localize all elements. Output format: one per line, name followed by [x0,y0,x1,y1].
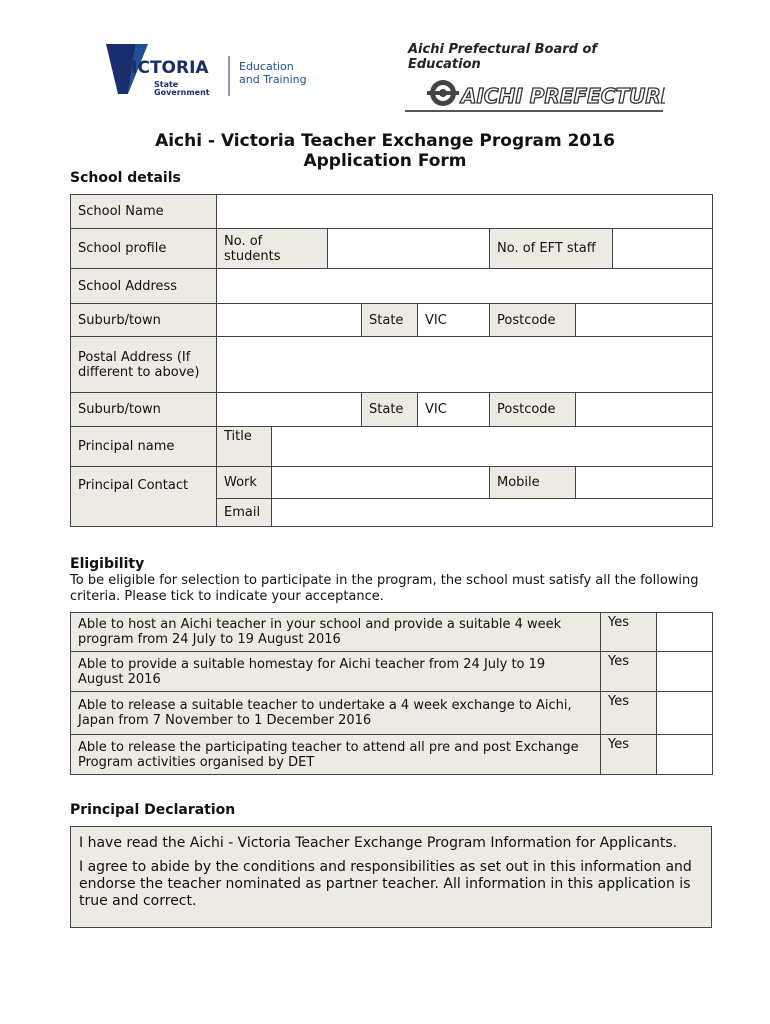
aichi-board-caption [408,42,638,72]
state-value[interactable]: VIC [418,304,490,337]
students-field[interactable] [328,229,490,269]
criterion-checkbox[interactable] [657,692,713,735]
aichi-logo-text: AICHI PREFECTURE [461,84,665,108]
vic-logo-sub2: Government [154,88,210,97]
vic-logo-brand: VICTORIA [118,58,209,78]
principal-contact-label: Principal Contact [71,467,217,527]
school-address-field[interactable] [217,269,713,304]
school-details-table [70,194,713,527]
vic-logo-sub1: State [154,80,179,89]
criterion-checkbox[interactable] [657,735,713,775]
eligibility-table [70,612,713,775]
aichi-board-line1: Aichi Prefectural Board of [408,42,598,57]
criterion-text: Able to provide a suitable homestay for Aichi teacher from 24 July to 19 August 2016 [71,652,601,692]
declaration-para1: I have read the Aichi - Victoria Teacher Exchange Program Information for Applicants. [79,835,678,851]
postcode-label: Postcode [490,304,576,337]
form-title-line1: Aichi - Victoria Teacher Exchange Program 2016 [155,131,615,151]
postal-address-label: Postal Address (If different to above) [71,337,217,393]
vic-logo-dept2: and Training [239,73,307,86]
school-address-label: School Address [71,269,217,304]
mobile-label: Mobile [490,467,576,499]
criterion-row [71,652,713,692]
aichi-emblem-icon [427,80,459,106]
criterion-yes-label: Yes [601,613,657,652]
eft-staff-label: No. of EFT staff [490,229,613,269]
school-details-heading: School details [70,170,181,186]
criterion-row [71,735,713,775]
form-title [0,131,770,171]
mobile-field[interactable] [576,467,713,499]
declaration-box [70,826,712,928]
postal-postcode-label: Postcode [490,393,576,427]
declaration-heading: Principal Declaration [70,802,236,818]
school-name-field[interactable] [217,195,713,229]
state-label: State [362,304,418,337]
victoria-government-logo [106,44,316,102]
postal-state-label: State [362,393,418,427]
criterion-yes-label: Yes [601,735,657,775]
suburb-field[interactable] [217,304,362,337]
school-profile-label: School profile [71,229,217,269]
criterion-yes-label: Yes [601,692,657,735]
postal-suburb-label: Suburb/town [71,393,217,427]
form-title-line2: Application Form [303,151,467,171]
eligibility-intro: To be eligible for selection to participate in the program, the school must satisfy all the following criteria. Please tick to indicate your acceptance. [70,573,699,604]
work-label: Work [217,467,272,499]
work-phone-field[interactable] [272,467,490,499]
school-name-label: School Name [71,195,217,229]
email-field[interactable] [272,499,713,527]
criterion-text: Able to host an Aichi teacher in your school and provide a suitable 4 week program from 24 July to 19 August 2016 [71,613,601,652]
postal-address-field[interactable] [217,337,713,393]
postal-state-value[interactable]: VIC [418,393,490,427]
criterion-checkbox[interactable] [657,613,713,652]
postal-suburb-field[interactable] [217,393,362,427]
criterion-row [71,692,713,735]
criterion-checkbox[interactable] [657,652,713,692]
email-label: Email [217,499,272,527]
aichi-board-line2: Education [408,57,481,72]
eft-staff-field[interactable] [613,229,713,269]
principal-name-field[interactable] [272,427,713,467]
vic-logo-dept1: Education [239,60,294,73]
postal-postcode-field[interactable] [576,393,713,427]
postcode-field[interactable] [576,304,713,337]
students-label: No. of students [217,229,328,269]
criterion-yes-label: Yes [601,652,657,692]
principal-name-label: Principal name [71,427,217,467]
principal-title-label: Title [217,427,272,467]
suburb-label: Suburb/town [71,304,217,337]
declaration-para2: I agree to abide by the conditions and responsibilities as set out in this information and endorse the teacher nominated as partner teacher. All information in this application is true and correct. [79,859,692,909]
criterion-row [71,613,713,652]
eligibility-heading: Eligibility [70,556,145,572]
aichi-prefecture-logo [405,76,665,114]
criterion-text: Able to release a suitable teacher to undertake a 4 week exchange to Aichi, Japan from 7 November to 1 December 2016 [71,692,601,735]
criterion-text: Able to release the participating teacher to attend all pre and post Exchange Program activities organised by DET [71,735,601,775]
